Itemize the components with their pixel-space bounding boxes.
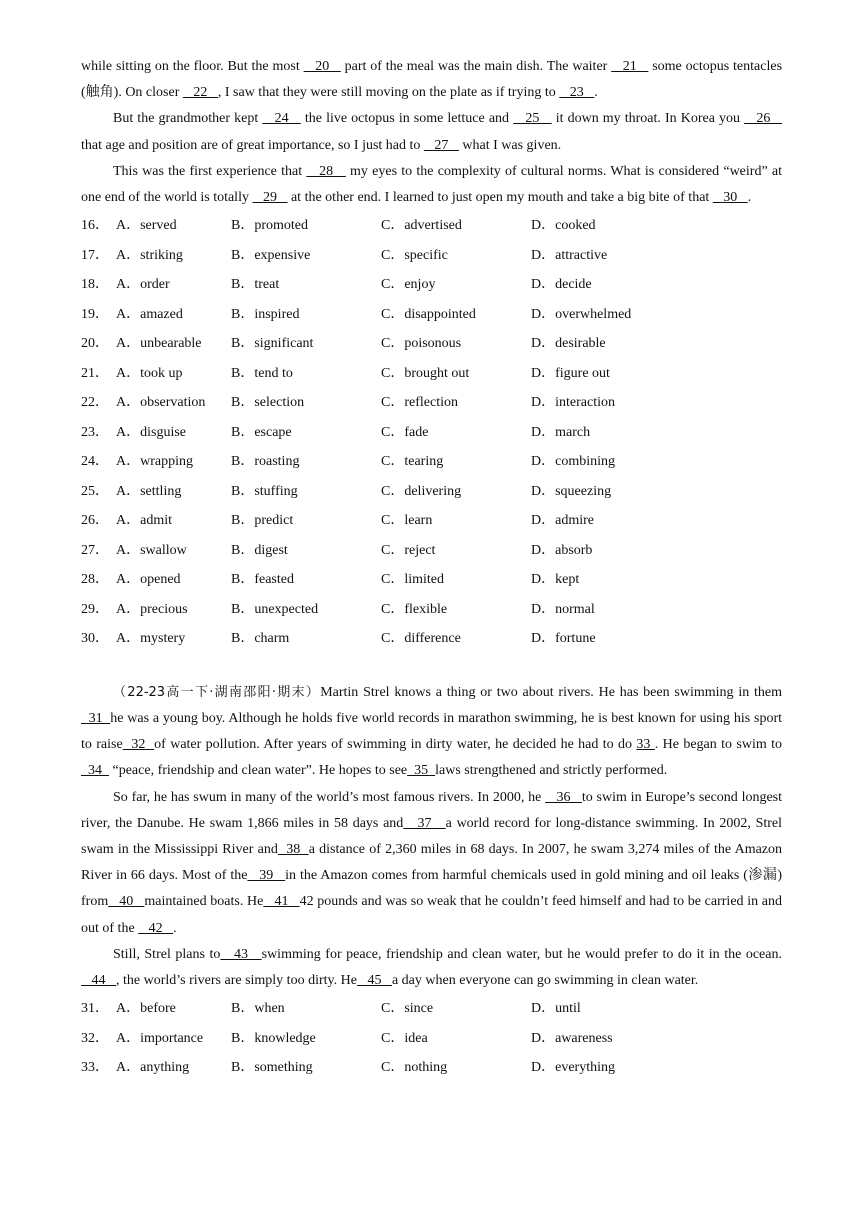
option-a: A．unbearable xyxy=(116,336,202,352)
option-b: B．expensive xyxy=(231,247,311,263)
option-c: C．tearing xyxy=(381,454,444,470)
option-a: A．amazed xyxy=(116,306,183,322)
answer-blank: 45 xyxy=(356,972,392,988)
option-d: D．cooked xyxy=(531,218,596,234)
option-a: A．wrapping xyxy=(116,454,193,470)
text-segment: “peace, friendship and clean water”. He hopes to see xyxy=(109,763,408,779)
text-segment: at the other end. I learned to just open my mouth and take a big bite of that xyxy=(287,190,713,206)
option-row xyxy=(81,506,782,536)
question-number: 16． xyxy=(81,218,109,234)
question-number: 18． xyxy=(81,277,109,293)
question-number: 24． xyxy=(81,454,109,470)
option-row xyxy=(81,1024,782,1054)
option-a: A．opened xyxy=(116,572,181,588)
question-number: 29． xyxy=(81,601,109,617)
answer-blank: 28 xyxy=(306,163,346,179)
answer-blank: 39 xyxy=(247,868,286,884)
question-number: 20． xyxy=(81,336,109,352)
answer-blank: 29 xyxy=(252,190,288,206)
option-a: A．settling xyxy=(116,483,182,499)
option-a: A．order xyxy=(116,277,170,293)
option-row xyxy=(81,211,782,241)
text-segment: 42 pounds and was so weak that he couldn’t feed himself and had to be carried in and out of the xyxy=(81,894,783,936)
passage1-paragraph-2 xyxy=(81,106,782,158)
option-row xyxy=(81,300,782,330)
text-segment: part of the meal was the main dish. The waiter xyxy=(340,59,612,74)
option-d: D．figure out xyxy=(531,365,610,381)
option-d: D．kept xyxy=(531,572,580,588)
text-segment: some octopus tentacles (触角). On closer xyxy=(81,59,783,101)
option-c: C．reflection xyxy=(381,395,458,411)
option-d: D．march xyxy=(531,424,591,440)
question-number: 26． xyxy=(81,513,109,529)
option-c: C．since xyxy=(381,1001,434,1017)
option-b: B．charm xyxy=(231,631,290,647)
text-segment: , I saw that they were still moving on the plate as if trying to xyxy=(217,85,560,101)
question-number: 25． xyxy=(81,483,109,499)
passage2-paragraph-1 xyxy=(81,680,782,785)
option-a: A．importance xyxy=(116,1030,204,1046)
option-row xyxy=(81,270,782,300)
option-a: A．precious xyxy=(116,601,188,617)
answer-blank: 35 xyxy=(407,763,436,779)
option-c: C．difference xyxy=(381,631,461,647)
option-c: C．poisonous xyxy=(381,336,462,352)
options-list-1 xyxy=(81,211,782,654)
option-row xyxy=(81,477,782,507)
text-segment: , the world’s rivers are simply too dirty. He xyxy=(116,972,357,988)
option-b: B．escape xyxy=(231,424,292,440)
option-b: B．stuffing xyxy=(231,483,298,499)
text-segment: Still, Strel plans to xyxy=(113,946,221,962)
option-c: C．learn xyxy=(381,513,433,529)
option-a: A．admit xyxy=(116,513,172,529)
option-a: A．before xyxy=(116,1001,176,1017)
answer-blank: 38 xyxy=(277,841,309,857)
question-number: 32． xyxy=(81,1030,109,1046)
text-segment: of water pollution. After years of swimming in dirty water, he decided he had to do xyxy=(154,737,637,753)
answer-blank: 41 xyxy=(263,894,300,910)
option-d: D．decide xyxy=(531,277,592,293)
option-c: C．enjoy xyxy=(381,277,436,293)
option-c: C．nothing xyxy=(381,1060,448,1076)
option-c: C．flexible xyxy=(381,601,448,617)
answer-blank: 42 xyxy=(138,920,174,936)
text-segment: it down my throat. In Korea you xyxy=(551,111,745,127)
answer-blank: 25 xyxy=(513,111,552,127)
option-d: D．squeezing xyxy=(531,483,612,499)
option-row xyxy=(81,447,782,477)
answer-blank: 22 xyxy=(182,85,218,101)
option-c: C．advertised xyxy=(381,218,462,234)
option-a: A．served xyxy=(116,218,177,234)
option-d: D．normal xyxy=(531,601,595,617)
text-segment: maintained boats. He xyxy=(144,894,264,910)
answer-blank: 36 xyxy=(545,789,582,805)
text-segment: to swim in Europe’s second longest river, the Danube. He swam 1,866 miles in 58 days and xyxy=(81,789,783,831)
option-b: B．promoted xyxy=(231,218,308,234)
option-d: D．fortune xyxy=(531,631,596,647)
source-tag: （22-23高一下·湖南邵阳·期末） xyxy=(113,684,321,700)
option-c: C．specific xyxy=(381,247,448,263)
text-segment: my eyes to the complexity of cultural norms. What is considered “weird” at one end of the world is totally xyxy=(81,163,783,206)
text-segment: laws strengthened and strictly performed. xyxy=(435,763,668,779)
answer-blank: 43 xyxy=(220,946,262,962)
answer-blank: 32 xyxy=(122,737,155,753)
option-row xyxy=(81,994,782,1024)
option-row xyxy=(81,388,782,418)
text-segment: swimming for peace, friendship and clean water, but he would prefer to do it in the ocean. xyxy=(261,946,782,962)
options-list-2 xyxy=(81,994,782,1083)
option-b: B．something xyxy=(231,1060,313,1076)
text-segment: . xyxy=(747,190,752,206)
text-segment: what I was given. xyxy=(458,137,562,153)
text-segment: that age and position are of great importance, so I just had to xyxy=(81,137,424,153)
option-row xyxy=(81,1053,782,1083)
option-d: D．attractive xyxy=(531,247,608,263)
answer-blank: 21 xyxy=(611,59,649,74)
text-segment: a day when everyone can go swimming in clean water. xyxy=(391,972,699,988)
question-number: 30． xyxy=(81,631,109,647)
option-d: D．admire xyxy=(531,513,594,529)
option-d: D．until xyxy=(531,1001,581,1017)
question-number: 28． xyxy=(81,572,109,588)
option-d: D．awareness xyxy=(531,1030,613,1046)
answer-blank: 20 xyxy=(303,59,341,74)
option-c: C．brought out xyxy=(381,365,470,381)
option-row xyxy=(81,241,782,271)
option-b: B．treat xyxy=(231,277,280,293)
answer-blank: 37 xyxy=(403,815,446,831)
answer-blank: 27 xyxy=(423,137,459,153)
answer-blank: 26 xyxy=(744,111,783,127)
option-row xyxy=(81,359,782,389)
question-number: 22． xyxy=(81,395,109,411)
option-row xyxy=(81,536,782,566)
option-a: A．swallow xyxy=(116,542,187,558)
text-segment: in the Amazon comes from harmful chemicals used in gold mining and oil leaks (渗漏) from xyxy=(81,868,782,910)
answer-blank: 34 xyxy=(81,763,109,779)
text-segment: he was a young boy. Although he holds five world records in marathon swimming, he is best known for using his sport to raise xyxy=(81,710,782,753)
option-c: C．fade xyxy=(381,424,429,440)
option-c: C．idea xyxy=(381,1030,428,1046)
option-d: D．desirable xyxy=(531,336,606,352)
option-a: A．took up xyxy=(116,365,183,381)
text-segment: Martin Strel knows a thing or two about rivers. He has been swimming in them xyxy=(320,684,783,700)
answer-blank: 31 xyxy=(81,710,111,726)
question-number: 33． xyxy=(81,1060,109,1076)
option-c: C．delivering xyxy=(381,483,462,499)
answer-blank: 30 xyxy=(712,190,748,206)
answer-blank: 24 xyxy=(262,111,301,127)
option-b: B．feasted xyxy=(231,572,294,588)
text-segment: But the grandmother kept xyxy=(113,111,263,127)
option-b: B．tend to xyxy=(231,365,293,381)
text-segment: . xyxy=(594,85,598,101)
option-d: D．combining xyxy=(531,454,615,470)
text-segment: while sitting on the floor. But the most xyxy=(81,59,304,74)
text-segment: a distance of 2,360 miles in 68 days. In 2007, he swam 3,274 miles of the Amazon River in 66 days. Most of the xyxy=(81,841,783,884)
option-row xyxy=(81,418,782,448)
option-a: A．striking xyxy=(116,247,183,263)
passage1-paragraph-3 xyxy=(81,159,782,211)
option-a: A．disguise xyxy=(116,424,186,440)
option-b: B．when xyxy=(231,1001,285,1017)
option-d: D．everything xyxy=(531,1060,615,1076)
option-b: B．digest xyxy=(231,542,288,558)
answer-blank: 40 xyxy=(108,894,145,910)
option-row xyxy=(81,624,782,654)
text-segment: . xyxy=(173,920,177,936)
passage1-paragraph-1 xyxy=(81,54,782,106)
option-row xyxy=(81,329,782,359)
option-d: D．absorb xyxy=(531,542,593,558)
question-number: 21． xyxy=(81,365,109,381)
question-number: 23． xyxy=(81,424,109,440)
text-segment: So far, he has swum in many of the world’s most famous rivers. In 2000, he xyxy=(113,789,546,805)
option-b: B．roasting xyxy=(231,454,300,470)
question-number: 31． xyxy=(81,1001,109,1017)
option-a: A．anything xyxy=(116,1060,190,1076)
option-b: B．significant xyxy=(231,336,314,352)
option-d: D．overwhelmed xyxy=(531,306,632,322)
option-b: B．inspired xyxy=(231,306,300,322)
option-b: B．selection xyxy=(231,395,305,411)
section-gap xyxy=(81,654,782,680)
option-c: C．disappointed xyxy=(381,306,476,322)
option-row xyxy=(81,565,782,595)
answer-blank: 44 xyxy=(81,972,116,988)
text-segment: . He began to swim to xyxy=(654,737,782,753)
document-page xyxy=(81,54,782,1083)
option-d: D．interaction xyxy=(531,395,615,411)
option-b: B．unexpected xyxy=(231,601,319,617)
option-b: B．knowledge xyxy=(231,1030,316,1046)
answer-blank: 23 xyxy=(559,85,595,101)
answer-blank: 33 xyxy=(636,737,655,753)
option-a: A．mystery xyxy=(116,631,186,647)
question-number: 27． xyxy=(81,542,109,558)
question-number: 17． xyxy=(81,247,109,263)
passage2-paragraph-3 xyxy=(81,942,782,994)
text-segment: a world record for long-distance swimming. In 2002, Strel swam in the Mississippi River and xyxy=(81,815,783,857)
option-a: A．observation xyxy=(116,395,206,411)
option-c: C．reject xyxy=(381,542,436,558)
question-number: 19． xyxy=(81,306,109,322)
option-c: C．limited xyxy=(381,572,444,588)
option-row xyxy=(81,595,782,625)
text-segment: This was the first experience that xyxy=(113,163,307,179)
passage2-paragraph-2 xyxy=(81,785,782,942)
option-b: B．predict xyxy=(231,513,294,529)
text-segment: the live octopus in some lettuce and xyxy=(300,111,514,127)
